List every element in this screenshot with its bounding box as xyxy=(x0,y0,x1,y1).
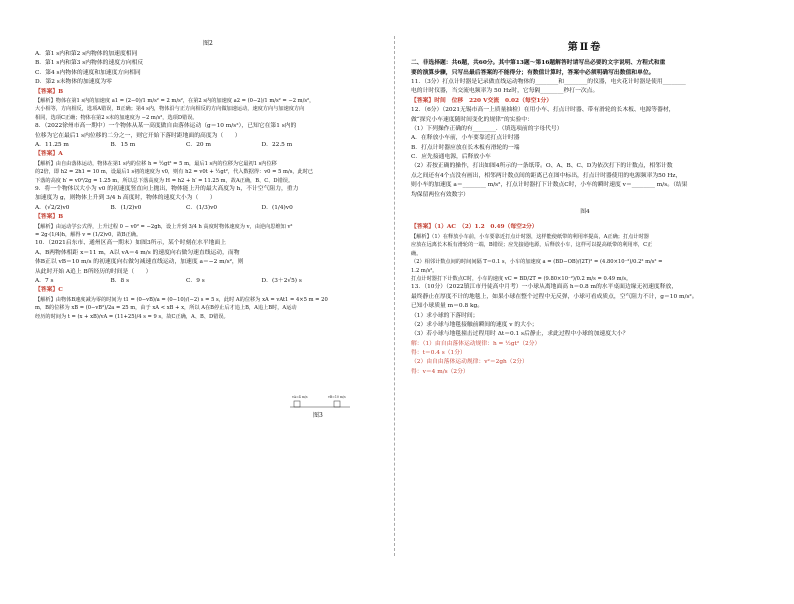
q8-analysis-line: 【解析】由自由落体运动，物体在第1 s内的位移 h = ½gt² = 5 m，最后1 s内的位移为它最初1 s内位移 xyxy=(35,160,277,167)
q12-sub2-line: （2）若按正确的操作，打出如图4所示的一条纸带。O、A、B、C、D为依次打下的计数点，相邻计数 xyxy=(411,163,673,170)
q12-analysis-line: （2）相邻计数点间的时间间隔 T＝0.1 s，小车的加速度 a = (BD−OB)/(2T)² = (4.80×10⁻²)/0.2² m/s² = xyxy=(411,259,663,266)
q8-answer: 【答案】A xyxy=(35,151,63,158)
q9-analysis-line: 【解析】由运动学公式得，上升过程 0 − v0² = −2gh，设上升到 3/4 h 高度时物体速度为 v，由逆向思维知 v² xyxy=(35,223,293,230)
q8-option-c: C．20 m xyxy=(186,142,211,148)
q10-analysis-line: m，B的位移为 xB = (0−vB²)/2a = 25 m，由于 xA < xB + x，所以 A在B停止后才追上B，A追上B时，A运动 xyxy=(35,305,297,312)
q13-sub-question: （3）若小球与地毯撞击过程用时 Δt＝0.1 s后静止，求此过程中小球的加速度大小？ xyxy=(411,331,629,338)
q7-analysis-line: 相同，选项C正确；物体在第2 s末的加速度为 −2 m/s²，选项D错误。 xyxy=(35,114,198,121)
q10-analysis-line: 【解析】由物体B速度减为零的时间为 t1 = (0−vB)/a = (0−10)/(−2) s = 5 s，此时 A的位移为 xA = vAt1 = 4×5 m = 20 xyxy=(35,296,328,303)
q9-answer: 【答案】B xyxy=(35,214,64,221)
q10-option-a: A．7 s xyxy=(35,278,54,285)
q9-analysis-line: = 2g·(1/4)h，解得 v = (1/2)v0，故B正确。 xyxy=(35,232,142,239)
q7-option-c: C．第4 s内物体的速度和加速度方向相同 xyxy=(35,69,141,76)
sketch-va-label: vA=4 m/s xyxy=(292,395,308,399)
sketch-vb-label: vB=10 m/s xyxy=(328,395,346,399)
q13-solution-line: （2）由自由落体运动规律：v²＝2gh（2分） xyxy=(411,359,528,366)
q12-analysis-line: 确。 xyxy=(411,250,422,257)
q12-sub1-option-c: C．应先接通电源，后释放小车 xyxy=(411,154,491,161)
block-b xyxy=(334,401,340,407)
q9-option-b: B．(1/2)v0 xyxy=(110,204,142,211)
q10-option-d: D．(3＋2√5) s xyxy=(261,278,302,285)
q8-options xyxy=(35,141,377,150)
q11-stem-line: 11．（3分）打点计时器是记录做直线运动物体的________和________的仪器，电火花计时器是使用________ xyxy=(411,78,686,85)
q8-analysis-line: 的2倍，即 h2 = 2h1 = 10 m，设最后1 s初的速度为 v0，则有 h2 = v0t + ½gt²，代入数据得：v0 = 5 m/s，此时已 xyxy=(35,169,314,176)
q10-option-c: C．9 s xyxy=(186,278,205,285)
q12-analysis-line: 【解析】（1）在释放小车前，小车要靠近打点计时器，这样能使纸带的利用率提高，A正确；打点计时器 xyxy=(411,233,649,240)
section-intro-line: 二、非选择题：共6题，共60分。其中第13题～第16题解答时请写出必要的文字说明、方程式和重 xyxy=(411,60,666,67)
q13-solution-line: 解：（1）由自由落体运动规律：h = ½gt²（2分） xyxy=(411,340,541,347)
q7-analysis-line: 大小相等，方向相反，选项A错误，B正确；第4 s内，物体沿与正方向相反的方向做加速运动，速度方向与加速度方向 xyxy=(35,106,305,113)
q8-option-b: B．15 m xyxy=(110,142,136,148)
q10-options xyxy=(35,277,377,286)
q10-stem-line: 体B正以 vB＝10 m/s 的初速度向右做匀减速直线运动，加速度 a＝−2 m/s²，则 xyxy=(35,259,244,266)
q13-stem-line: 13．（10分）（2022镇江市丹徒高中月考）一小球从离地面高 h＝0.8 m的水平桌面边缘无初速度释放， xyxy=(411,284,678,291)
q10-analysis-line: 经历的时间为 t = (x + xB)/vA = (11+25)/4 s = 9 s，故C正确，A、B、D错误。 xyxy=(35,313,229,320)
figure-3-label: 图3 xyxy=(313,412,323,419)
q12-sub1: （1）下列操作正确的有________．（填选项前的字母代号） xyxy=(411,125,563,132)
column-divider xyxy=(394,36,395,556)
section-title: 第Ⅱ卷 xyxy=(567,42,603,53)
q13-solution-line: 得：v＝4 m/s（2分） xyxy=(411,368,469,375)
q8-option-d: D．22.5 m xyxy=(261,142,293,148)
right-column xyxy=(411,40,759,602)
section-intro-line: 要的演算步骤，只写出最后答案的不能得分；有数值计算时，答案中必须明确写出数值和单位。 xyxy=(411,69,655,76)
q12-stem-line: 做“探究小车速度随时间变化的规律”的实验中： xyxy=(411,116,533,123)
q8-analysis-line: 下落的高度 h′ = v0²/2g = 1.25 m，所以总下落高度为 H = h2 + h′ = 11.25 m，故A正确，B、C、D错误。 xyxy=(35,177,294,184)
q13-solution-line: 得：t＝0.4 s（1分） xyxy=(411,350,466,357)
q12-sub2-line: 点之间还有4个点没有画出，相邻两计数点间的距离已在图中标出，打点计时器使用的电源频率为50 Hz， xyxy=(411,172,682,179)
q12-sub2-line: 均保留两位有效数字） xyxy=(411,191,469,198)
q13-stem-line: 最终静止在厚度不计的地毯上，如果小球在整个过程中无反弹，小球可看成质点，空气阻力不计，g＝10 m/s²。 xyxy=(411,293,698,300)
q11-answer: 【答案】时间 位移 220 V交流 0.02（每空1分） xyxy=(411,97,553,104)
q13-sub-question: （2）求小球与地毯接触前瞬间的速度 v 的大小； xyxy=(411,321,538,328)
q9-option-c: C．(1/3)v0 xyxy=(186,204,218,211)
q8-stem-line: 位移为它在最后1 s内位移的二分之一，则它开始下落时距地面的高度为（ ） xyxy=(35,132,241,139)
q12-analysis-line: 应放在远离长木板有滑轮的一端，B错误；应先接通电源，后释放小车，这样可以提高纸带的利用率，C正 xyxy=(411,242,653,249)
q10-stem-line: 从此时开始 A追上 B所经历的时间是（ ） xyxy=(35,268,152,275)
q12-sub1-option-b: B．打点计时器应放在长木板有滑轮的一端 xyxy=(411,144,520,151)
q12-analysis-line: 1.2 m/s²。 xyxy=(411,267,438,274)
q9-options xyxy=(35,204,377,213)
q13-sub-question: （1）求小球的下落时间； xyxy=(411,312,479,319)
q7-option-a: A．第1 s内和第2 s内物体的加速度相同 xyxy=(35,51,138,57)
q10-option-b: B．8 s xyxy=(110,278,130,285)
q9-option-a: A．(√2/2)v0 xyxy=(35,204,70,211)
q8-stem-line: 8．（2022徐州市高一期中）一个物体从某一高度做自由落体运动（g＝10 m/s²），已知它在第1 s内的 xyxy=(35,123,297,130)
q9-stem-line: 9．将一个物体以大小为 v0 的初速度竖直向上抛出，物体能上升的最大高度为 h，不计空气阻力，重力 xyxy=(35,186,299,193)
q12-answer: 【答案】（1）AC （2）1.2 0.49（每空2分） xyxy=(411,224,538,231)
q13-stem-line: 已知小球质量 m＝0.8 kg。 xyxy=(411,303,483,310)
q9-stem-line: 加速度为 g，则物体上升到 3/4 h 高度时，物体的速度大小为（ ） xyxy=(35,195,216,202)
figure-3-diagram xyxy=(290,392,350,412)
q7-option-b: B．第1 s内和第3 s内物体的速度方向相反 xyxy=(35,60,144,67)
q12-sub2-line: 则小车的加速度 a＝________ m/s²，打点计时器打下计数点C时，小车的瞬时速度 v＝________ m/s。（结果 xyxy=(411,182,688,189)
left-column xyxy=(35,42,377,604)
q11-stem-line: 电的计时仪器，当交流电频率为 50 Hz时，它每隔________秒打一次点。 xyxy=(411,88,599,95)
q7-option-d: D．第2 s末物体的加速度为零 xyxy=(35,79,112,86)
q7-analysis-line: 【解析】物体在第1 s内的加速度 a1 = (2−0)/1 m/s² = 2 m/s²，在第2 s内的加速度 a2 = (0−2)/1 m/s² = −2 m/s²， xyxy=(35,97,315,104)
q9-option-d: D．(1/4)v0 xyxy=(261,204,293,211)
q10-answer: 【答案】C xyxy=(35,287,63,294)
q7-answer: 【答案】B xyxy=(35,88,64,95)
figure-4-label: 图4 xyxy=(580,209,590,216)
q8-option-a: A．11.25 m xyxy=(35,142,69,148)
q10-stem-line: 10．（2021启东市、通州区高一期末）如图3所示，某个时刻在水平地面上 xyxy=(35,240,227,247)
q12-analysis-line: 打点计时器打下计数点C时，小车的速度 vC = BD/2T = (9.80×10⁻²)/0.2 m/s = 0.49 m/s。 xyxy=(411,275,632,282)
figure-2-label: 图2 xyxy=(203,40,213,47)
q10-stem-line: A、B两物体相距 x＝11 m，A以 vA＝4 m/s 的速度向右做匀速直线运动，而物 xyxy=(35,249,240,256)
q12-stem-line: 12．（6分）（2021无锡市高一上质量抽检）在用小车、打点计时器、带有滑轮的长木板、电源等器材， xyxy=(411,107,675,114)
block-a xyxy=(294,401,300,407)
q12-sub1-option-a: A．在释放小车前，小车要靠近打点计时器 xyxy=(411,135,520,142)
